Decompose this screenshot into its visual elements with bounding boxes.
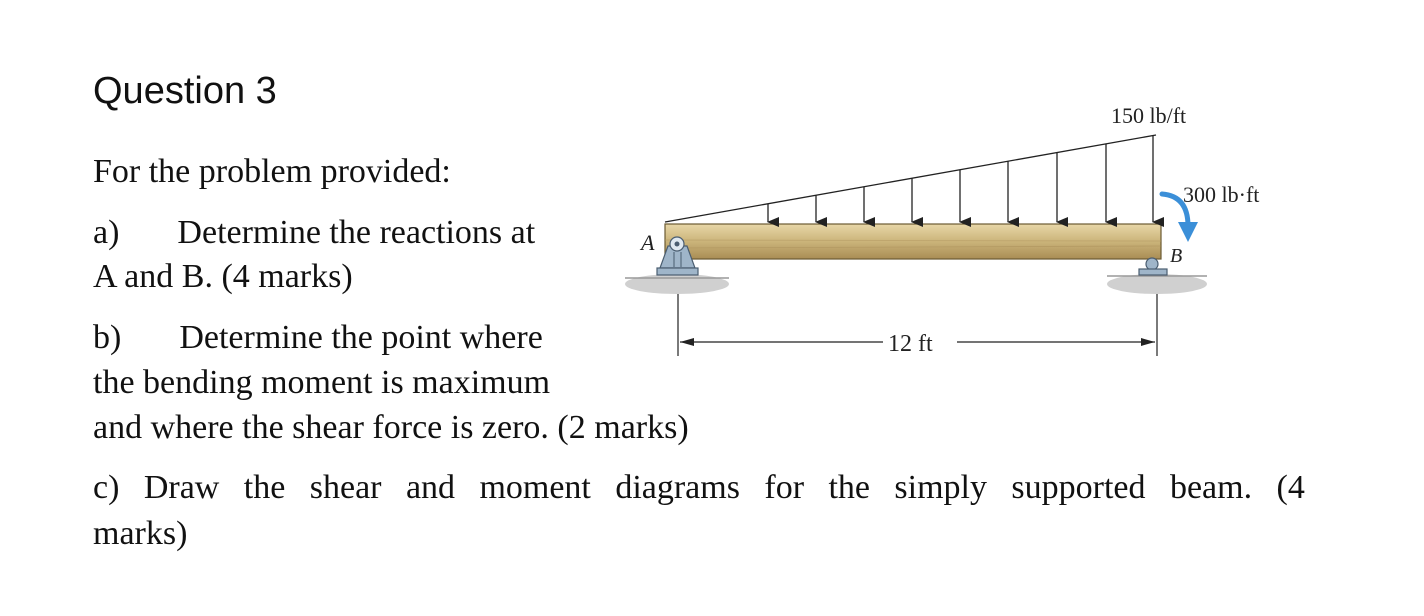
beam (665, 224, 1161, 259)
distributed-load-arrows (768, 135, 1153, 222)
part-b-text: Determine the point where (179, 319, 543, 356)
part-b-line-3: and where the shear force is zero. (2 marks) (93, 409, 689, 446)
support-b-label: B (1170, 245, 1183, 267)
part-c-word: the (243, 469, 286, 506)
part-a-label: a) (93, 214, 120, 251)
question-heading: Question 3 (93, 70, 277, 112)
part-c-word: (4 (1276, 469, 1305, 506)
ground-left (625, 274, 729, 294)
roller-support-b (1139, 258, 1167, 275)
part-c-word: moment (479, 469, 591, 506)
moment-magnitude-label: 300 lb·ft (1183, 182, 1260, 207)
part-c-word: the (828, 469, 870, 506)
part-c-word: simply (894, 469, 987, 506)
part-a-line-2: A and B. (4 marks) (93, 258, 353, 295)
part-c-line-2: marks) (93, 515, 188, 552)
part-c-word: Draw (143, 469, 220, 506)
part-c-word: shear (309, 469, 382, 506)
ground-right (1107, 274, 1207, 294)
part-c-word: and (405, 469, 456, 506)
intro-text: For the problem provided: (93, 153, 451, 190)
load-envelope (665, 135, 1156, 222)
span-label: 12 ft (888, 331, 933, 357)
part-c-label: c) (93, 469, 120, 506)
load-magnitude-label: 150 lb/ft (1111, 103, 1187, 128)
part-c-word: for (764, 469, 805, 506)
support-a-label: A (641, 230, 655, 255)
part-a-text: Determine the reactions at (177, 214, 536, 251)
part-b-line-2: the bending moment is maximum (93, 364, 551, 401)
part-b-label: b) (93, 319, 122, 356)
part-c-word: diagrams (615, 469, 740, 506)
part-c-word: supported (1011, 469, 1146, 506)
part-c-word: beam. (1169, 469, 1253, 506)
